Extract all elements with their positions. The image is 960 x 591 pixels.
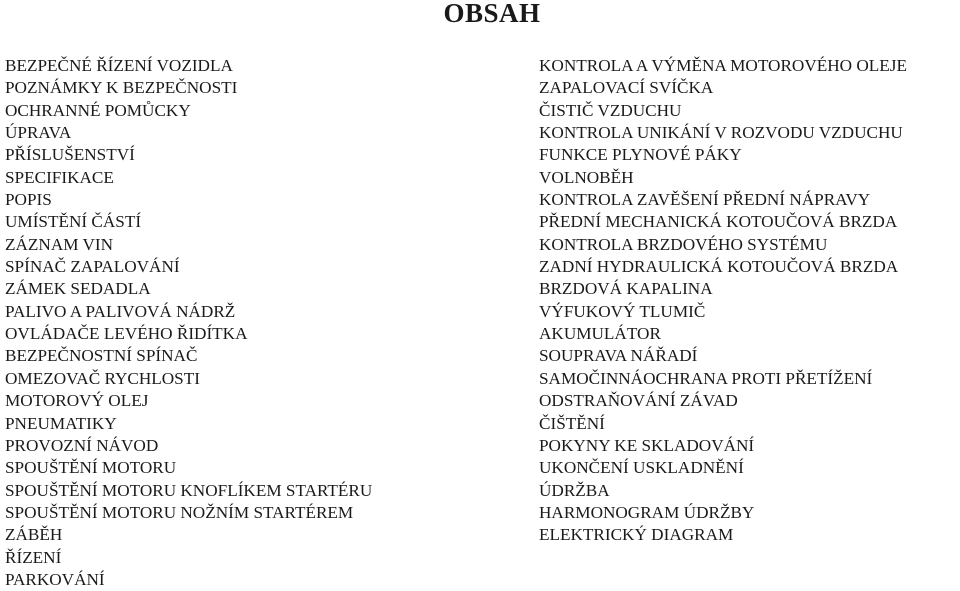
toc-entry: SOUPRAVA NÁŘADÍ (539, 346, 698, 366)
toc-entry: VOLNOBĚH (539, 167, 634, 187)
toc-entry: PROVOZNÍ NÁVOD (5, 435, 159, 455)
toc-entry: ŘÍZENÍ (5, 547, 62, 567)
toc-entry: ZADNÍ HYDRAULICKÁ KOTOUČOVÁ BRZDA (539, 257, 899, 277)
toc-entry: ÚDRŽBA (539, 480, 610, 500)
toc-entry: MOTOROVÝ OLEJ (5, 391, 149, 411)
toc-entry: ZÁBĚH (5, 525, 63, 545)
toc-entry: SPÍNAČ ZAPALOVÁNÍ (5, 257, 180, 277)
toc-entry: BEZPEČNOSTNÍ SPÍNAČ (5, 346, 198, 366)
toc-entry: PALIVO A PALIVOVÁ NÁDRŽ (5, 301, 236, 321)
toc-entry: BEZPEČNÉ ŘÍZENÍ VOZIDLA (5, 56, 233, 75)
toc-entry: ZÁZNAM VIN (5, 234, 114, 254)
toc-entry: KONTROLA A VÝMĚNA MOTOROVÉHO OLEJE (539, 56, 907, 75)
toc-right-column (539, 55, 907, 547)
toc-entry: ODSTRAŇOVÁNÍ ZÁVAD (539, 391, 738, 411)
toc-entry: OCHRANNÉ POMŮCKY (5, 100, 191, 120)
toc-entry: SPECIFIKACE (5, 167, 114, 187)
page-title: OBSAH (443, 0, 541, 28)
toc-entry: PNEUMATIKY (5, 413, 117, 433)
toc-entry: KONTROLA BRZDOVÉHO SYSTÉMU (539, 234, 828, 254)
toc-entry: AKUMULÁTOR (539, 324, 661, 344)
toc-entry: HARMONOGRAM ÚDRŽBY (539, 502, 755, 522)
toc-entry: POZNÁMKY K BEZPEČNOSTI (5, 78, 238, 98)
toc-entry: ZÁMEK SEDADLA (5, 279, 151, 299)
toc-entry: KONTROLA ZAVĚŠENÍ PŘEDNÍ NÁPRAVY (539, 190, 871, 210)
toc-entry: UKONČENÍ USKLADNĚNÍ (539, 458, 744, 478)
toc-entry: SPOUŠTĚNÍ MOTORU (5, 458, 177, 478)
toc-entry: SPOUŠTĚNÍ MOTORU KNOFLÍKEM STARTÉRU (5, 480, 373, 500)
toc-left-column (5, 55, 372, 591)
toc-entry: KONTROLA UNIKÁNÍ V ROZVODU VZDUCHU (539, 123, 903, 143)
toc-entry: VÝFUKOVÝ TLUMIČ (539, 301, 706, 321)
toc-entry: ÚPRAVA (5, 123, 72, 143)
toc-entry: FUNKCE PLYNOVÉ PÁKY (539, 145, 742, 165)
toc-entry: PŘÍSLUŠENSTVÍ (5, 145, 135, 165)
toc-entry: BRZDOVÁ KAPALINA (539, 279, 713, 299)
toc-entry: ZAPALOVACÍ SVÍČKA (539, 78, 714, 98)
toc-entry: ČISTIČ VZDUCHU (539, 100, 682, 120)
toc-entry: SAMOČINNÁOCHRANA PROTI PŘETÍŽENÍ (539, 368, 873, 388)
toc-entry: SPOUŠTĚNÍ MOTORU NOŽNÍM STARTÉREM (5, 502, 354, 522)
toc-entry: PARKOVÁNÍ (5, 569, 105, 589)
toc-entry: PŘEDNÍ MECHANICKÁ KOTOUČOVÁ BRZDA (539, 212, 898, 232)
toc-entry: OMEZOVAČ RYCHLOSTI (5, 368, 200, 388)
toc-entry: ELEKTRICKÝ DIAGRAM (539, 525, 734, 545)
toc-entry: OVLÁDAČE LEVÉHO ŘIDÍTKA (5, 324, 248, 344)
toc-entry: POPIS (5, 190, 52, 210)
toc-entry: UMÍSTĚNÍ ČÁSTÍ (5, 212, 142, 232)
toc-entry: POKYNY KE SKLADOVÁNÍ (539, 435, 755, 455)
toc-entry: ČIŠTĚNÍ (539, 413, 605, 433)
